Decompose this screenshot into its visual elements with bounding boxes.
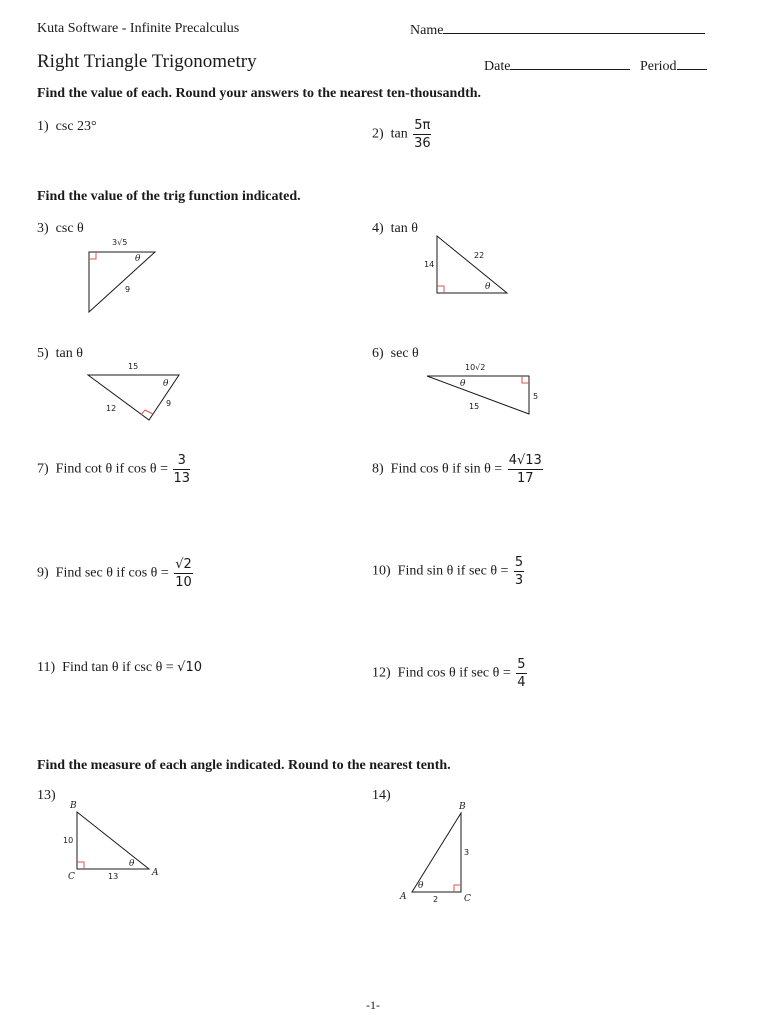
triangle-4-left-label: 14 bbox=[424, 260, 435, 269]
fraction-denominator: 4 bbox=[517, 675, 526, 690]
problem-2-text: tan bbox=[390, 126, 408, 142]
triangle-6-angle-label: θ bbox=[460, 379, 466, 389]
problem-4-number: 4) bbox=[372, 221, 384, 236]
page-number: -1- bbox=[366, 998, 380, 1012]
fraction-denominator: 13 bbox=[173, 471, 191, 486]
section-1-instructions: Find the value of each. Round your answers to the nearest ten-thousandth. bbox=[37, 86, 482, 101]
triangle-13-left-label: 10 bbox=[63, 836, 74, 845]
problem-3-number: 3) bbox=[37, 221, 49, 236]
triangle-4-angle-label: θ bbox=[485, 282, 491, 292]
triangle-13-vertex-a: A bbox=[152, 868, 159, 878]
problem-8-text: Find cos θ if sin θ = bbox=[390, 461, 503, 477]
triangle-6-right-label: 5 bbox=[533, 392, 539, 401]
problem-11-number: 11) bbox=[37, 660, 56, 675]
problem-10-text: Find sin θ if sec θ = bbox=[397, 563, 509, 579]
triangle-13-bottom-label: 13 bbox=[108, 872, 119, 881]
triangle-14-angle-label: θ bbox=[418, 881, 424, 891]
triangle-3-angle-label: θ bbox=[135, 254, 141, 264]
problem-10-number: 10) bbox=[372, 563, 391, 579]
fraction-denominator: 36 bbox=[414, 136, 431, 151]
section-2-instructions: Find the value of the trig function indicated. bbox=[37, 189, 301, 204]
triangle-14-bottom-label: 2 bbox=[433, 895, 439, 904]
triangle-5-top-label: 15 bbox=[128, 362, 139, 371]
triangle-14-vertex-c: C bbox=[464, 894, 471, 904]
problem-1-number: 1) bbox=[37, 119, 49, 134]
problem-3-text: csc θ bbox=[55, 221, 84, 236]
problem-6-text: sec θ bbox=[390, 346, 419, 361]
triangle-5-angle-label: θ bbox=[163, 379, 169, 389]
fraction-denominator: 10 bbox=[175, 575, 192, 590]
fraction-denominator: 17 bbox=[517, 471, 534, 486]
problem-11-text: Find tan θ if csc θ = bbox=[62, 660, 174, 675]
publisher-label: Kuta Software - Infinite Precalculus bbox=[37, 21, 240, 36]
fraction-numerator: 4√13 bbox=[508, 453, 542, 468]
problem-12-text: Find cos θ if sec θ = bbox=[397, 665, 511, 681]
fraction-numerator: 3 bbox=[173, 453, 190, 470]
fraction-numerator: 5 bbox=[517, 657, 526, 672]
problem-7-number: 7) bbox=[37, 461, 49, 477]
triangle-14-right-label: 3 bbox=[464, 848, 470, 857]
fraction-numerator: 5π bbox=[414, 118, 431, 133]
problem-11-value: √10 bbox=[177, 660, 202, 675]
problem-7-text: Find cot θ if cos θ = bbox=[55, 461, 168, 477]
problem-13-number: 13) bbox=[37, 788, 56, 803]
triangle-3-top-label: 3√5 bbox=[112, 238, 128, 247]
section-3-instructions: Find the measure of each angle indicated. Round to the nearest tenth. bbox=[37, 758, 451, 773]
problem-9-text: Find sec θ if cos θ = bbox=[55, 565, 169, 581]
triangle-13-vertex-b: B bbox=[70, 801, 77, 811]
triangle-14-vertex-b: B bbox=[459, 802, 466, 812]
period-label: Period bbox=[640, 59, 677, 74]
problem-5-text: tan θ bbox=[55, 346, 83, 361]
name-label: Name bbox=[410, 23, 444, 38]
triangle-13-angle-label: θ bbox=[129, 859, 135, 869]
triangle-14-vertex-a: A bbox=[400, 892, 407, 902]
worksheet-title: Right Triangle Trigonometry bbox=[37, 51, 257, 72]
date-label: Date bbox=[484, 59, 511, 74]
triangle-6-top-label: 10√2 bbox=[465, 363, 486, 372]
problem-5-number: 5) bbox=[37, 346, 49, 361]
right-angle-mark bbox=[454, 885, 461, 892]
triangle-3-hyp-label: 9 bbox=[125, 285, 131, 294]
triangle-13-vertex-c: C bbox=[68, 872, 75, 882]
triangle-6-hyp-label: 15 bbox=[469, 402, 480, 411]
triangle-5-left-label: 12 bbox=[106, 404, 117, 413]
fraction-numerator: 5 bbox=[514, 555, 524, 570]
problem-12-number: 12) bbox=[372, 665, 391, 681]
problem-1-text: csc 23° bbox=[55, 119, 97, 134]
problem-8-number: 8) bbox=[372, 461, 384, 477]
problem-6-number: 6) bbox=[372, 346, 384, 361]
triangle-4-hyp-label: 22 bbox=[474, 251, 485, 260]
problem-14-number: 14) bbox=[372, 788, 391, 803]
problem-9-number: 9) bbox=[37, 565, 49, 581]
fraction-denominator: 3 bbox=[514, 573, 524, 588]
fraction-numerator: √2 bbox=[175, 557, 192, 572]
problem-4-text: tan θ bbox=[390, 221, 418, 236]
problem-2-number: 2) bbox=[372, 126, 384, 142]
triangle-5-right-label: 9 bbox=[166, 399, 172, 408]
